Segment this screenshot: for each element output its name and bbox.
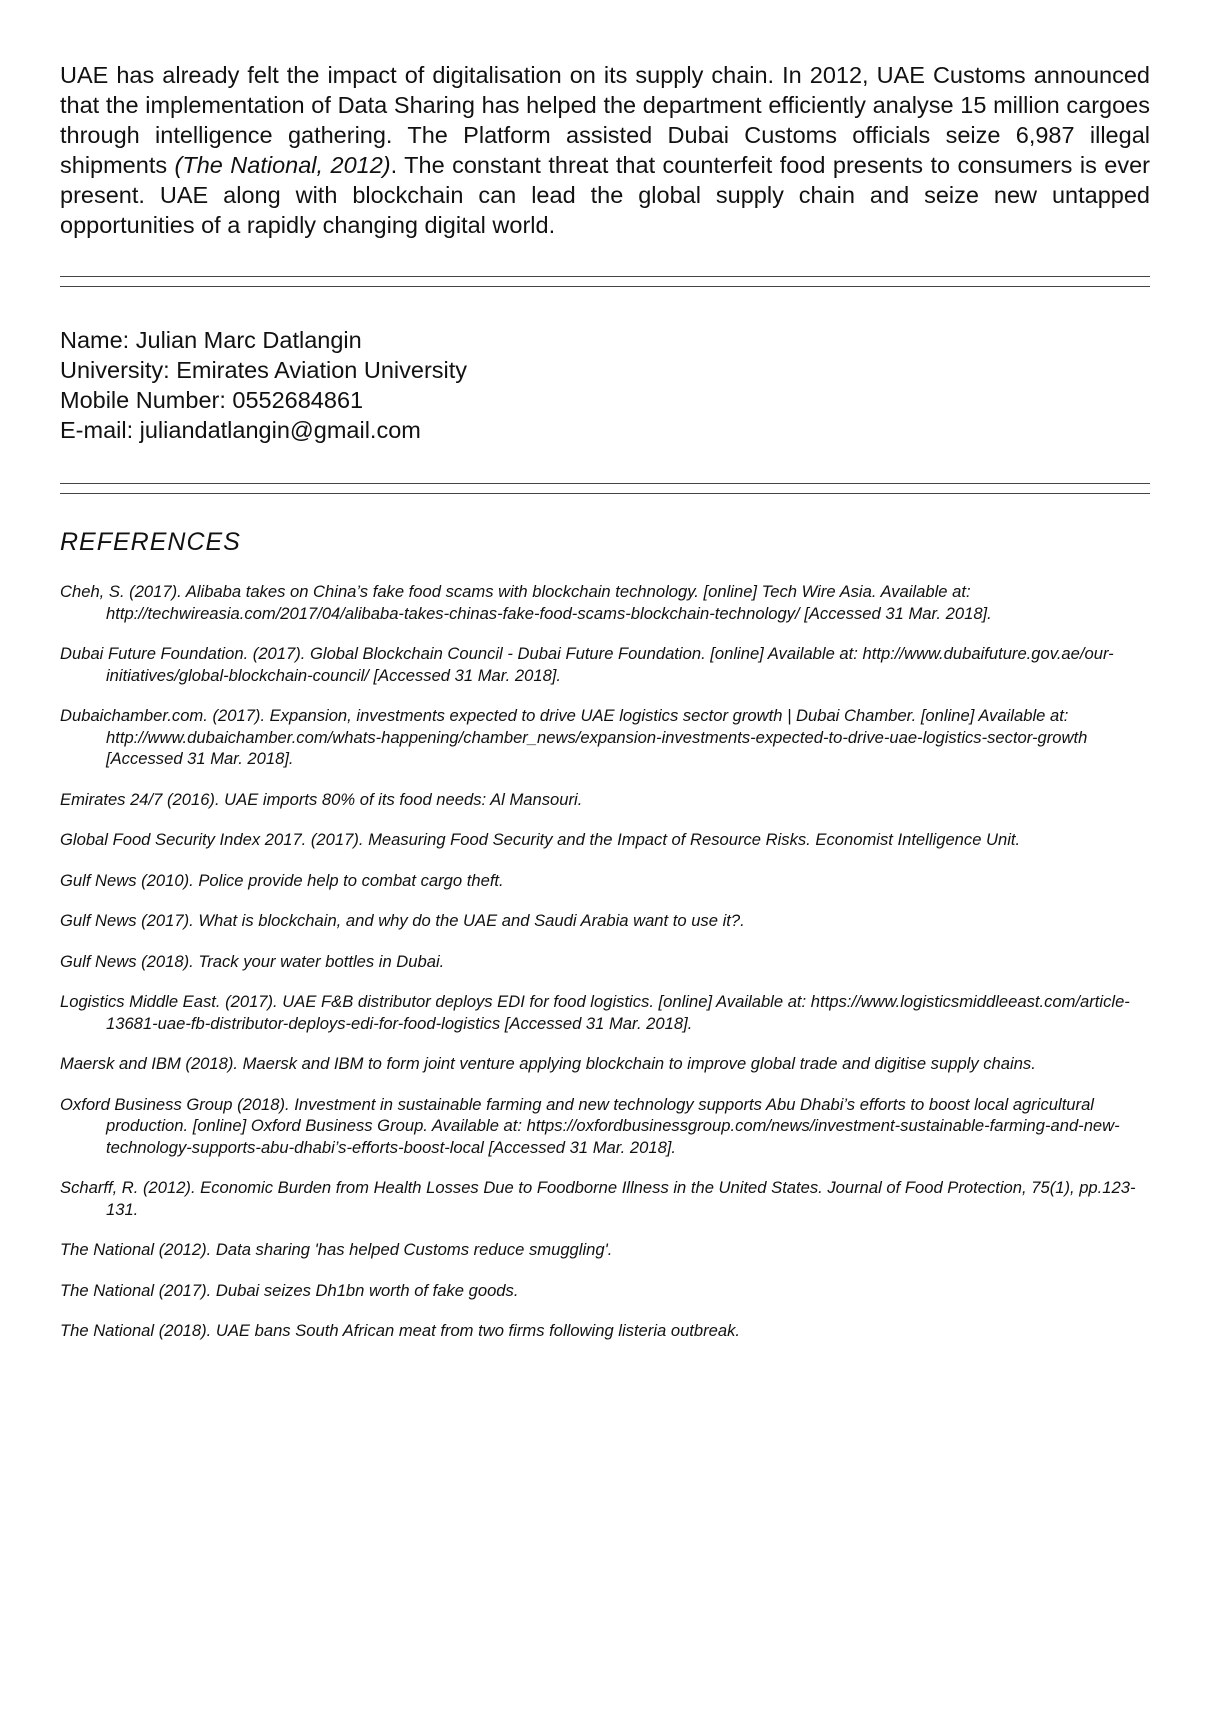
divider-top-line xyxy=(60,276,1150,277)
reference-list xyxy=(60,581,1150,1342)
reference-item: Dubai Future Foundation. (2017). Global Blockchain Council - Dubai Future Foundation. [online] Available at: http://www.dubaifuture.gov.ae/our-initiatives/global-blockchain-council/ [Accessed 31 Mar. 2018]. xyxy=(60,644,1114,685)
divider-bottom-line xyxy=(60,286,1150,287)
intro-citation: (The National, 2012) xyxy=(174,152,391,178)
reference-item: The National (2012). Data sharing 'has helped Customs reduce smuggling'. xyxy=(60,1240,613,1259)
reference-item: Global Food Security Index 2017. (2017). Measuring Food Security and the Impact of Resource Risks. Economist Intelligence Unit. xyxy=(60,830,1021,849)
reference-item: Cheh, S. (2017). Alibaba takes on China’s fake food scams with blockchain technology. [online] Tech Wire Asia. Available at: http://techwireasia.com/2017/04/alibaba-takes-chinas-fake-food-scams-blockchain-technology/ [Accessed 31 Mar. 2018]. xyxy=(60,582,992,623)
intro-text-before: UAE has already felt the impact of digitalisation on its supply chain. In 2012, UAE Customs announced that the implementation of Data Sharing has helped the department efficiently analyse 15 million cargoes through intelligence gathering. The Platform assisted Dubai Customs officials seize 6,987 illegal shipments xyxy=(60,62,1150,178)
author-info xyxy=(60,325,1150,445)
reference-item: Emirates 24/7 (2016). UAE imports 80% of its food needs: Al Mansouri. xyxy=(60,789,583,809)
reference-item: Logistics Middle East. (2017). UAE F&B distributor deploys EDI for food logistics. [online] Available at: https://www.logisticsmiddleeast.com/article-13681-uae-fb-distributor-deploys-edi-for-food-logistics [Accessed 31 Mar. 2018]. xyxy=(60,992,1130,1033)
reference-item: Maersk and IBM (2018). Maersk and IBM to form joint venture applying blockchain to improve global trade and digitise supply chains. xyxy=(60,1054,1036,1073)
author-name: Name: Julian Marc Datlangin xyxy=(60,327,362,353)
reference-item: Gulf News (2010). Police provide help to combat cargo theft. xyxy=(60,870,504,890)
reference-item: Gulf News (2018). Track your water bottles in Dubai. xyxy=(60,951,445,971)
reference-item: Oxford Business Group (2018). Investment in sustainable farming and new technology supports Abu Dhabi’s efforts to boost local agricultural production. [online] Oxford Business Group. Available at: https://oxfordbusinessgroup.com/news/investment-sustainable-farming-and-new-technology-supports-abu-dhabi’s-efforts-boost-local [Accessed 31 Mar. 2018]. xyxy=(60,1094,1120,1157)
intro-paragraph xyxy=(60,60,1150,240)
reference-item: The National (2018). UAE bans South African meat from two firms following listeria outbreak. xyxy=(60,1321,741,1340)
divider-top-line xyxy=(60,483,1150,484)
author-email: E-mail: juliandatlangin@gmail.com xyxy=(60,417,421,443)
intro-text-after: . The constant threat that counterfeit food presents to consumers is ever present. UAE along with blockchain can lead the global supply chain and seize new untapped opportunities of a rapidly changing digital world. xyxy=(60,152,1150,238)
reference-item: Gulf News (2017). What is blockchain, and why do the UAE and Saudi Arabia want to use it?. xyxy=(60,911,745,930)
reference-item: Scharff, R. (2012). Economic Burden from Health Losses Due to Foodborne Illness in the United States. Journal of Food Protection, 75(1), pp.123-131. xyxy=(60,1178,1136,1219)
document-page xyxy=(60,60,1150,1361)
author-mobile: Mobile Number: 0552684861 xyxy=(60,387,364,413)
author-university: University: Emirates Aviation University xyxy=(60,357,468,383)
divider-bottom-line xyxy=(60,493,1150,494)
references-heading: REFERENCES xyxy=(60,528,241,556)
reference-item: The National (2017). Dubai seizes Dh1bn worth of fake goods. xyxy=(60,1280,519,1300)
reference-item: Dubaichamber.com. (2017). Expansion, investments expected to drive UAE logistics sector growth | Dubai Chamber. [online] Available at: http://www.dubaichamber.com/whats-happening/chamber_news/expansion-investments-expected-to-drive-uae-logistics-sector-growth [Accessed 31 Mar. 2018]. xyxy=(60,706,1088,768)
